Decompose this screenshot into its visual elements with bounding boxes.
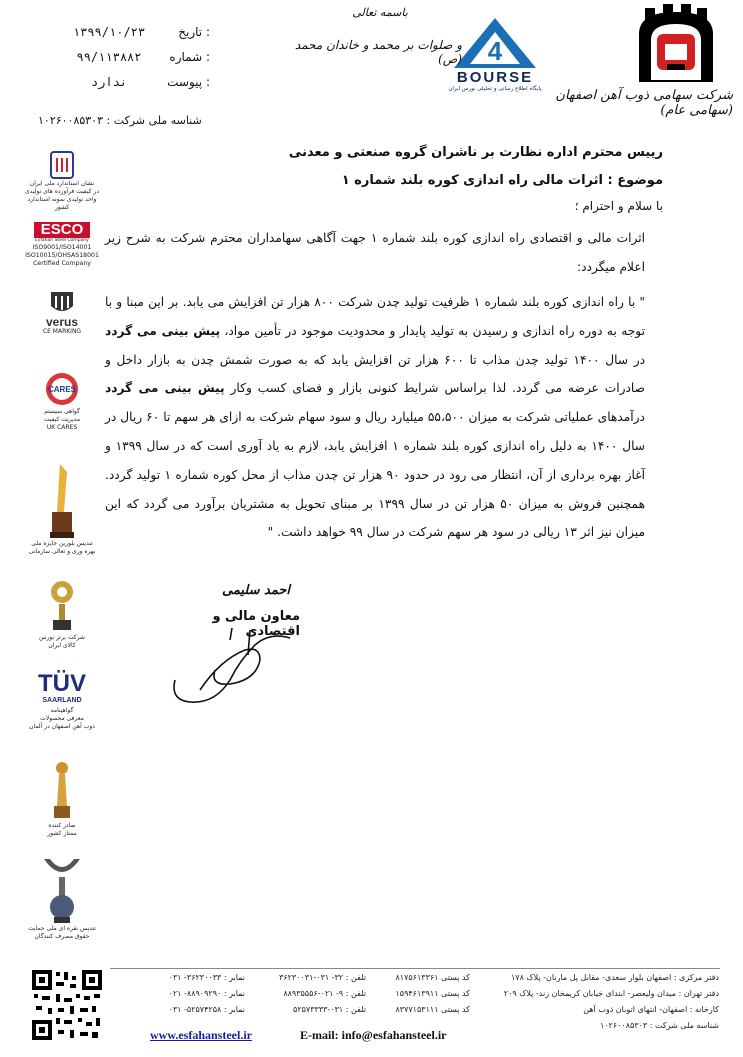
tuv-logo: TÜV (38, 670, 86, 697)
esco-sub: Esfahan Steel Company (35, 238, 89, 243)
footer-divider (110, 968, 720, 969)
trophy-2-text: شرکت برتر بورس کالای ایران (39, 634, 85, 649)
footer-addr-3: کارخانه : اصفهان- انتهای اتوبان ذوب آهن (583, 1005, 719, 1014)
verus-shield-icon (45, 290, 79, 316)
email-link[interactable]: E-mail: info@esfahansteel.ir (300, 1028, 447, 1042)
sidebar-esco (22, 222, 102, 268)
number-value: ۹۹/۱۱۳۸۸۲ (76, 50, 142, 64)
esco-logo: ESCO (34, 222, 90, 238)
cares-badge-icon (45, 372, 79, 406)
footer-fax-1: نمابر : ۳۶۲۳۰۰۳۳- ۰۳۱ (168, 973, 245, 982)
national-id: شناسه ملی شرکت : ۱۰۲۶۰۰۸۵۳۰۳ (38, 114, 202, 127)
footer-addr-1: دفتر مرکزی : اصفهان بلوار سعدی- مقابل پل مارنان- پلاک ۱۷۸ (511, 973, 719, 982)
intro-paragraph: اثرات مالی و اقتصادی راه اندازی کوره بلند شماره ۱ جهت آگاهی سهامداران محترم شرکت به شرح زیر اعلام میگردد: (105, 231, 645, 274)
number-label: : شماره (169, 50, 210, 64)
sidebar-trophy-1 (22, 462, 102, 556)
footer-post-3: کد پستی ۸۳۷۷۱۵۳۱۱۱ (395, 1005, 470, 1014)
sidebar-trophy-3 (22, 760, 102, 838)
bourse-wordmark: BOURSE (456, 69, 534, 86)
sidebar-trophy-2 (22, 574, 102, 650)
footer-tel-2: تلفن : ۹- ۰۲۱-۸۸۹۳۵۵۵۶ (283, 989, 366, 998)
sidebar-standard (22, 150, 102, 212)
trophy-3-text: صادر کننده ممتاز کشور (47, 822, 77, 837)
footer-addresses (469, 970, 719, 1034)
body-text-1: " با راه اندازی کوره بلند شماره ۱ ظرفیت تولید چدن شرکت ۸۰۰ هزار تن افزایش می یابد. بر این مبنا و با توجه به دوره راه اندازی و رسیدن به تولید پایدار و محدودیت موجود در تأمین مواد، (105, 295, 645, 338)
verus-brand: verus (45, 315, 79, 329)
date-value: ۱۳۹۹/۱۰/۲۳ (72, 25, 146, 39)
ce-marking: CE MARKING (42, 328, 82, 335)
footer-phones (248, 970, 366, 1018)
body-paragraph (105, 288, 645, 547)
footer-post-1: کد پستی ۸۱۷۵۶۱۳۳۶۱ (395, 973, 470, 982)
body-bold-2: پیش بینی می گردد (105, 381, 225, 396)
crystal-trophy-icon (47, 462, 77, 540)
recipient-line: رییس محترم اداره نظارت بر ناشران گروه صنعتی و معدنی (288, 145, 663, 160)
bourse-subtitle: پایگاه اطلاع رسانی و تحلیلی بورس ایران (448, 86, 542, 92)
sidebar-trophy-4 (22, 855, 102, 941)
letter-meta-labels (150, 20, 210, 95)
silver-trophy-icon (40, 855, 84, 925)
subject-line: موضوع : اثرات مالی راه اندازی کوره بلند شماره ۱ (341, 173, 663, 188)
qr-code-icon (30, 968, 104, 1042)
bismillah: باسمه تعالی (352, 6, 408, 19)
bourse-trophy-icon (47, 574, 77, 634)
footer-fax-2: نمابر : ۸۸۹۰۹۲۹۰- ۰۲۱ (168, 989, 245, 998)
sidebar-tuv (22, 672, 102, 731)
date-label: : تاریخ (178, 25, 210, 39)
esfahan-steel-logo-icon (621, 4, 731, 86)
body-bold-1: پیش بینی می گردد (105, 323, 221, 338)
footer-tel-3: تلفن : ۰۳۱-۵۲۵۷۳۳۳۳ (293, 1005, 366, 1014)
tuv-text: گواهینامه معرفی محصولات ذوب آهن اصفهان در آلمان (29, 707, 95, 730)
signer-name: احمد سلیمی (222, 583, 290, 598)
footer-post-2: کد پستی ۱۵۹۴۶۱۳۹۱۱ (395, 989, 470, 998)
signature-icon (160, 620, 300, 710)
trophy-1-text: تندیس بلورین جایزه ملی بهره وری و تعالی سازمانی (28, 540, 96, 555)
svg-text:4: 4 (487, 36, 503, 66)
sidebar-verus (22, 290, 102, 336)
iran-standard-icon (48, 150, 76, 180)
footer-tel-1: تلفن : ۳۲- ۰۳۱-۳۶۲۳۰۰۳۱ (279, 973, 366, 982)
footer-addr-2: دفتر تهران : میدان ولیعصر- ابتدای خیابان کریمخان زند- پلاک ۲۰۹ (503, 989, 719, 998)
trophy-4-text: تندیس نقره ای ملی حمایت حقوق مصرف کنندگان (28, 925, 96, 940)
website-link[interactable]: www.esfahansteel.ir (150, 1028, 252, 1042)
body-text-2: در سال ۱۴۰۰ تولید چدن مذاب تا ۶۰۰ هزار تن افزایش یابد که به صورت شمش چدن به بازار داخل و صادرات عرضه می گردد. لذا براساس شرایط کنونی بازار و فضای کسب وکار (105, 352, 646, 396)
sidebar-cares (22, 372, 102, 432)
cares-text: گواهی سیستم مدیریت کیفیت UK CARES (43, 408, 81, 431)
company-name: شرکت سهامی ذوب آهن اصفهان (سهامی عام) (555, 88, 733, 118)
body-text-3: درآمدهای عملیاتی شرکت به میزان ۵۵،۵۰۰ میلیارد ریال و سود سهام شرکت به ازای هر سهم تا ۶۰ ریال در سال ۱۴۰۰ به دلیل راه اندازی کوره بلند شماره ۱ افزایش یابد، لازم به یاد آوری است که در سال ۱۳۹۹ و آغاز بهره برداری از آن، انتظار می رود در حدود ۹۰ هزار تن چدن مذاب از محل کوره شماره ۱ تولید گردد. همچنین فروش به میزان ۵۰ هزار تن در سال ۱۳۹۹ بر مبنای تحویل به مشتریان برآورد می گردد که این میزان نیز اثر ۱۳ ریالی در سود هر سهم شرکت در سال ۹۹ خواهد داشت. " (105, 410, 646, 540)
tuv-sub: SAARLAND (42, 697, 82, 704)
footer-faxes (120, 970, 245, 1018)
attachment-label: : پیوست (167, 75, 210, 89)
footer-national-id: شناسه ملی شرکت : ۱۰۲۶۰۰۸۵۳۰۳ (599, 1021, 719, 1030)
salawat: و صلوات بر محمد و خاندان محمد (ص) (294, 38, 462, 66)
cares-brand: CARES (47, 385, 77, 394)
signer-title: معاون مالی و اقتصادی (212, 609, 300, 639)
standard-text: نشان استاندارد ملی ایران در کیفیت فرآورده های تولیدی واحد تولیدی نمونه استاندارد کشور (24, 180, 99, 211)
attachment-value: ندارد (90, 75, 128, 89)
letter-meta-values (70, 20, 148, 95)
esco-iso-text: ISO9001/ISO14001 ISO10015/OHSAS18001 Certified Company (25, 244, 99, 267)
footer-postcodes (370, 970, 470, 1018)
footer-fax-3: نمابر : ۵۲۵۷۴۲۵۸- ۰۳۱ (168, 1005, 245, 1014)
greeting: با سلام و احترام ؛ (574, 199, 663, 213)
exporter-trophy-icon (47, 760, 77, 822)
